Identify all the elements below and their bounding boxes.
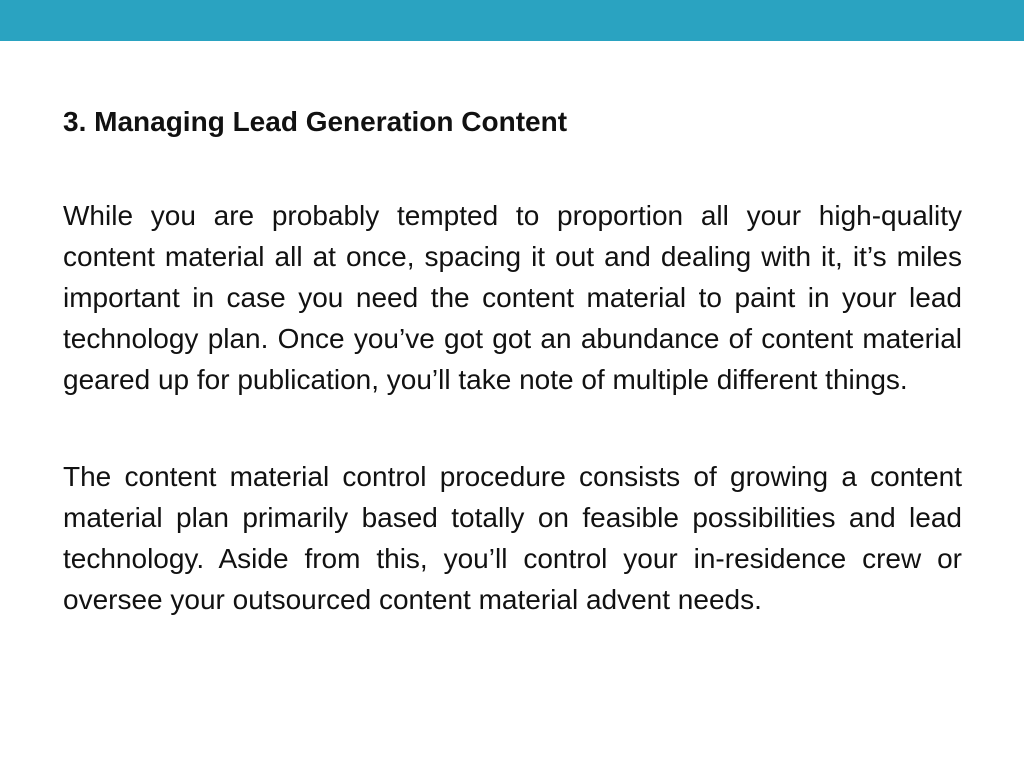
slide-heading: 3. Managing Lead Generation Content [63,106,568,137]
paragraph-1: While you are probably tempted to proportion all your high-quality content material all at once, spacing it out and dealing with it, it’s miles important in case you need the content material to paint in your lead technology plan. Once you’ve got got an abundance of content material geared up for publication, you’ll take note of multiple different things. [63,200,962,395]
paragraph-2: The content material control procedure consists of growing a content material plan primarily based totally on feasible possibilities and lead technology. Aside from this, you’ll control your in-residence crew or oversee your outsourced content material advent needs. [63,461,962,615]
top-accent-bar [0,0,1024,41]
slide-content [63,98,962,620]
